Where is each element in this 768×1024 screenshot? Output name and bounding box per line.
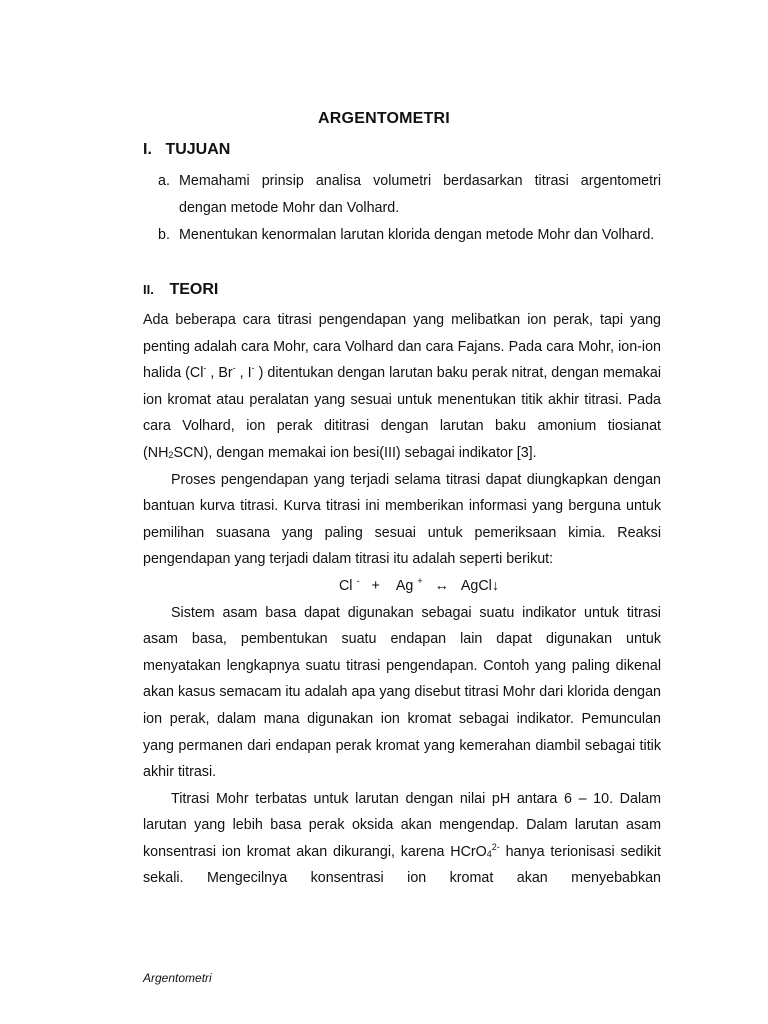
superscript: 2-: [491, 841, 500, 852]
text-run: Cl: [338, 577, 353, 594]
paragraph: [143, 307, 661, 467]
list-marker: b.: [158, 227, 170, 243]
paragraph: Sistem asam basa dapat digunakan sebagai suatu indikator untuk titrasi asam basa, pembentukan suatu endapan lain dapat digunakan untuk menyatakan lengkapnya suatu titrasi pengendapan. Contoh yang paling dikenal akan kasus semacam itu adalah apa yang disebut titrasi Mohr dari klorida dengan ion perak, dalam mana digunakan ion kromat sebagai indikator. Pemunculan yang permanen dari endapan perak kromat yang kemerahan diambil sebagai titik akhir titrasi.: [143, 604, 661, 781]
section-heading-tujuan: [143, 141, 230, 159]
reaction-equation: [143, 573, 661, 600]
text-run: hanya terionisasi sedikit sekali. Mengecilnya konsentrasi ion kromat akan menyebabkan: [143, 843, 661, 887]
objectives-list: [158, 168, 661, 249]
list-item-text: Menentukan kenormalan larutan klorida dengan metode Mohr dan Volhard.: [179, 227, 655, 243]
superscript: +: [417, 575, 423, 586]
section-number: II.: [143, 282, 154, 297]
text-run: , Br: [206, 365, 233, 382]
reactant-chloride: [335, 575, 360, 594]
list-marker: a.: [158, 173, 170, 189]
paragraph: Proses pengendapan yang terjadi selama titrasi dapat diungkapkan dengan bantuan kurva titrasi. Kurva titrasi ini memberikan informasi yang berguna untuk pemilihan suasana yang paling sesuai untuk pemeriksaan kimia. Reaksi pengendapan yang terjadi dalam titrasi itu adalah seperti berikut:: [143, 471, 661, 568]
subscript: 2: [168, 449, 174, 460]
product-precipitate: AgCl↓: [460, 577, 499, 594]
paragraph: [143, 786, 661, 892]
text-run: , I: [235, 365, 252, 382]
list-item: [158, 168, 661, 222]
document-title: ARGENTOMETRI: [318, 110, 450, 127]
plus-sign: +: [371, 577, 380, 594]
section-heading-teori: [143, 281, 218, 299]
text-run: Ada beberapa cara titrasi pengendapan yang melibatkan ion perak, tapi yang penting adalah cara Mohr, cara Volhard dan cara Fajans. Pada cara Mohr, ion-ion halida (Cl: [143, 312, 661, 382]
text-run: ) ditentukan dengan larutan baku perak nitrat, dengan memakai ion kromat atau peralatan yang sesuai untuk menentukan titik akhir titrasi. Pada cara Volhard, ion perak dititrasi dengan larutan baku amonium tiosianat (NH: [143, 365, 661, 461]
list-item-text: Memahami prinsip analisa volumetri berdasarkan titrasi argentometri dengan metode Mohr dan Volhard.: [179, 173, 661, 216]
equilibrium-arrow: ↔: [434, 577, 449, 594]
text-run: Ag: [395, 577, 414, 594]
superscript: -: [232, 363, 236, 374]
text-run: Titrasi Mohr terbatas untuk larutan dengan nilai pH antara 6 – 10. Dalam larutan yang lebih basa perak oksida akan mengendap. Dalam larutan asam konsentrasi ion kromat akan dikurangi, karena HCrO: [143, 790, 661, 860]
section-number: I.: [143, 141, 152, 158]
page-footer: Argentometri: [143, 971, 212, 985]
reactant-silver: [392, 575, 423, 594]
section-title: TEORI: [169, 281, 219, 298]
section-title: TUJUAN: [165, 141, 231, 158]
theory-body: [143, 307, 661, 892]
superscript: -: [203, 363, 207, 374]
text-run: SCN), dengan memakai ion besi(III) sebagai indikator [3].: [173, 444, 537, 461]
superscript: -: [251, 363, 255, 374]
subscript: 4: [486, 848, 492, 859]
list-item: [158, 222, 661, 249]
superscript: -: [356, 575, 360, 586]
